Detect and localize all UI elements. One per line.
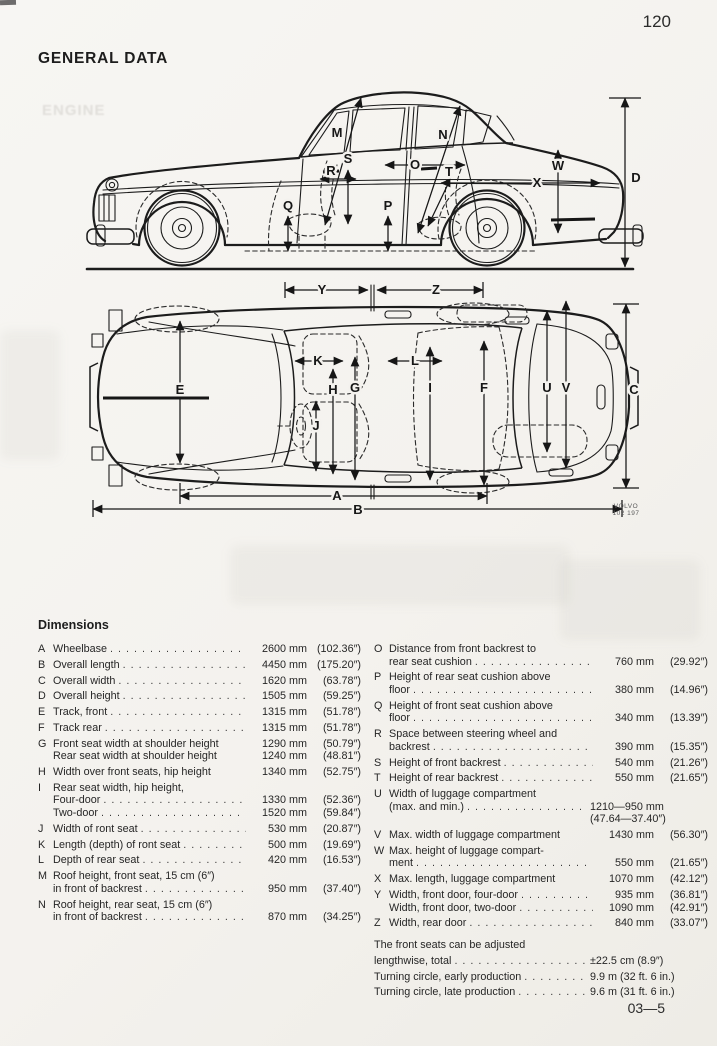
dot-leader — [501, 772, 593, 785]
value-metric: 1290 mm — [261, 737, 307, 750]
dimension-key-letter: R — [374, 728, 382, 741]
dimension-entry-line — [389, 917, 708, 930]
dimension-entry-line — [389, 700, 708, 713]
dimension-entry-line — [389, 712, 708, 725]
diagram-label-A: A — [332, 488, 342, 503]
value-metric: 2600 mm — [261, 643, 307, 655]
dot-leader — [475, 656, 593, 669]
dimension-row — [374, 917, 708, 930]
dimension-description: Overall width — [53, 674, 116, 687]
dimension-description: Track rear — [53, 721, 102, 734]
note-row — [374, 955, 708, 968]
dimension-entry-line — [389, 801, 708, 814]
dimension-description: Height of rear backrest — [389, 772, 499, 785]
dimension-key-letter: N — [38, 898, 46, 911]
diagram-label-C: C — [629, 382, 639, 397]
value-metric: 840 mm — [614, 917, 654, 930]
dimension-description: Front seat width at shoulder height — [53, 737, 219, 750]
diagram-label-K: K — [313, 353, 323, 368]
diagram-label-E: E — [175, 382, 185, 397]
dimension-entry-line — [389, 728, 708, 741]
dot-leader — [416, 857, 593, 870]
dimension-row — [374, 643, 708, 668]
value-metric: 500 mm — [267, 838, 307, 851]
dimension-entry-line — [53, 854, 361, 867]
dimension-description: Max. length, luggage compartment — [389, 873, 556, 886]
value-metric: 1505 mm — [261, 690, 307, 703]
value-metric: 935 mm — [614, 888, 654, 901]
dimension-key-letter: L — [38, 854, 45, 867]
value-inches: (42.12″) — [669, 873, 708, 886]
dimension-key-letter: C — [38, 674, 46, 687]
value-inches: (59.25″) — [322, 690, 361, 703]
dimension-description: backrest — [389, 740, 430, 753]
value-inches: (13.39″) — [669, 712, 708, 725]
figure-credit — [592, 503, 660, 517]
dimension-key-letter: Y — [374, 888, 382, 901]
dimension-description: Width of ront seat — [53, 822, 138, 835]
dimension-row — [38, 659, 361, 672]
value-metric: 1340 mm — [261, 766, 307, 779]
dimension-row — [374, 772, 708, 785]
dimension-key-letter: T — [374, 772, 381, 785]
value-metric: 1090 mm — [608, 901, 654, 914]
dimension-entry-line — [389, 813, 708, 826]
value-metric: 1430 mm — [608, 829, 654, 842]
dimension-entry-line — [389, 643, 708, 656]
diagram-label-W: W — [551, 158, 565, 173]
car-side-wheels — [145, 191, 525, 266]
value-metric: 420 mm — [267, 854, 307, 867]
dimension-description: floor — [389, 712, 411, 725]
dimension-row — [38, 722, 361, 735]
figure-credit-brand: VOLVO — [613, 503, 639, 510]
top-view-figure — [85, 277, 650, 522]
dimension-description: Width, front door, four-door — [389, 888, 519, 901]
value-metric: 390 mm — [614, 740, 654, 753]
page-title: GENERAL DATA — [38, 50, 169, 67]
dimension-row — [374, 829, 708, 842]
value-inches: (19.69″) — [322, 838, 361, 851]
dimension-description: Overall length — [53, 658, 120, 671]
value-inches: (52.75″) — [322, 766, 361, 779]
dimension-row — [374, 671, 708, 696]
value-inches: (16.53″) — [322, 854, 361, 867]
dimension-description: Turning circle, late production — [374, 986, 516, 999]
dimension-row — [374, 757, 708, 770]
dimension-entry-line — [53, 823, 361, 836]
dimension-entry-line — [53, 899, 361, 912]
value-inches: (59.84″) — [322, 807, 361, 820]
dot-leader — [123, 659, 246, 672]
diagram-label-V: V — [561, 380, 571, 395]
dot-leader — [469, 917, 593, 930]
dimension-description: Width, front door, two-door — [389, 901, 517, 914]
diagram-label-O: O — [409, 157, 421, 172]
dimension-entry-line — [53, 883, 361, 896]
dimension-key-letter: V — [374, 829, 382, 842]
dimension-row — [38, 870, 361, 895]
diagram-label-P: P — [383, 198, 393, 213]
dimension-row — [38, 782, 361, 820]
value-inches: (36.81″) — [669, 888, 708, 901]
dimension-entry-line — [53, 870, 361, 883]
dimension-entry-line — [53, 706, 361, 719]
diagram-label-Z: Z — [432, 282, 440, 297]
dot-leader — [504, 757, 593, 770]
diagram-label-H: H — [328, 382, 338, 397]
dimension-description: Roof height, front seat, 15 cm (6″) — [53, 870, 215, 883]
value-metric: 550 mm — [614, 772, 654, 785]
dimensions-column-left — [38, 643, 361, 927]
value-inches: (50.79″) — [322, 737, 361, 750]
dot-leader — [521, 889, 593, 902]
dimension-entry-line — [389, 772, 708, 785]
dimension-row — [374, 845, 708, 870]
dimension-entry-line — [53, 911, 361, 924]
dimension-description: Roof height, rear seat, 15 cm (6″) — [53, 898, 213, 911]
dimension-key-letter: B — [38, 658, 46, 671]
value-metric: 340 mm — [614, 712, 654, 725]
dot-leader — [524, 971, 585, 984]
dimension-description: lengthwise, total — [374, 954, 452, 967]
dot-leader — [413, 712, 593, 725]
dimension-entry-line — [53, 659, 361, 672]
dimension-row — [38, 854, 361, 867]
dimension-entry-line — [389, 671, 708, 684]
dot-leader — [101, 807, 246, 820]
value-metric: 540 mm — [614, 756, 654, 769]
dimension-key-letter: P — [374, 671, 382, 684]
dimension-entry-line — [389, 902, 708, 915]
dimension-row — [38, 643, 361, 656]
dimension-key-letter: X — [374, 873, 382, 886]
diagram-label-M: M — [331, 125, 343, 140]
dimension-description: Distance from front backrest to — [389, 643, 537, 655]
dimension-description: Height of front backrest — [389, 756, 501, 769]
value-inches: (15.35″) — [669, 740, 708, 753]
value-metric: 1070 mm — [608, 873, 654, 886]
dimension-key-letter: D — [38, 690, 46, 703]
dimension-key-letter: E — [38, 706, 46, 719]
dot-leader — [183, 839, 246, 852]
dimension-description: Turning circle, early production — [374, 970, 522, 983]
dimension-key-letter: A — [38, 643, 46, 655]
scan-smudge — [230, 545, 570, 605]
dimension-row — [38, 899, 361, 924]
dimension-key-letter: W — [374, 844, 385, 857]
value-metric: 550 mm — [614, 857, 654, 870]
dimension-description: Four-door — [53, 794, 101, 807]
diagram-label-X: X — [532, 175, 542, 190]
value-metric: 9.9 m (32 ft. 6 in.) — [590, 970, 675, 983]
value-inches: (52.36″) — [322, 794, 361, 807]
value-inches: (37.40″) — [322, 882, 361, 895]
dimension-row — [38, 738, 361, 763]
value-metric: 380 mm — [614, 683, 654, 696]
diagram-label-F: F — [480, 380, 488, 395]
dimension-description: Overall height — [53, 690, 120, 703]
dimension-description: in front of backrest — [53, 911, 142, 924]
dimension-row — [38, 766, 361, 779]
diagram-label-S: S — [343, 151, 353, 166]
note-row — [374, 939, 708, 952]
value-metric: ±22.5 cm (8.9″) — [590, 954, 664, 967]
dimension-description: Max. height of luggage compart- — [389, 844, 544, 857]
dimension-description: in front of backrest — [53, 882, 142, 895]
dimension-entry-line — [374, 939, 708, 952]
diagram-label-G: G — [349, 380, 361, 395]
diagram-label-Q: Q — [282, 198, 294, 213]
dimension-entry-line — [53, 643, 361, 656]
value-inches: (21.65″) — [669, 857, 708, 870]
notes-block — [374, 939, 708, 999]
value-metric: 1620 mm — [261, 674, 307, 687]
value-metric: 870 mm — [267, 911, 307, 924]
dimension-description: Rear seat width at shoulder height — [53, 750, 217, 763]
dimension-description: Length (depth) of ront seat — [53, 838, 181, 851]
dot-leader — [454, 955, 585, 968]
dimension-key-letter: M — [38, 870, 47, 883]
dimension-description: ment — [389, 857, 414, 870]
value-inches: (21.65″) — [669, 772, 708, 785]
dimension-row — [38, 706, 361, 719]
dimension-description: Depth of rear seat — [53, 854, 140, 867]
dimension-description: Space between steering wheel and — [389, 728, 558, 741]
value-metric: 1315 mm — [261, 706, 307, 719]
dimension-entry-line — [389, 741, 708, 754]
diagram-label-Y: Y — [317, 282, 327, 297]
car-side-interior-dashed — [136, 161, 537, 251]
dimension-row — [38, 823, 361, 836]
dimension-key-letter: F — [38, 721, 45, 734]
value-inches: (175.20″) — [316, 658, 361, 671]
dimension-description: Width of luggage compartment — [389, 788, 537, 801]
page-number: 120 — [642, 12, 671, 31]
scan-corner-artifact — [0, 0, 16, 5]
dimension-entry-line — [389, 757, 708, 770]
dimension-description: (max. and min.) — [389, 800, 464, 813]
value-metric: 1210—950 mm — [590, 800, 664, 813]
scan-smudge — [560, 560, 700, 640]
dimension-row — [374, 728, 708, 753]
dimension-description: Two-door — [53, 807, 99, 820]
dot-leader — [145, 883, 246, 896]
value-inches: (34.25″) — [322, 911, 361, 924]
dimension-row — [374, 873, 708, 886]
dot-leader — [433, 741, 593, 754]
dimension-key-letter: S — [374, 756, 382, 769]
value-inches: (21.26″) — [669, 756, 708, 769]
dot-leader — [413, 684, 593, 697]
value-metric: 760 mm — [614, 655, 654, 668]
value-inches: (51.78″) — [322, 721, 361, 734]
dimension-key-letter: U — [374, 788, 382, 801]
value-inches: (33.07″) — [669, 917, 708, 930]
value-inches: (102.36″) — [316, 643, 361, 655]
dimension-entry-line — [374, 986, 708, 999]
diagram-label-U: U — [542, 380, 552, 395]
dimension-entry-line — [374, 971, 708, 984]
value-inches: (48.81″) — [322, 750, 361, 763]
value-metric: (47.64—37.40″) — [590, 813, 666, 826]
dimension-entry-line — [389, 873, 708, 886]
dimension-entry-line — [389, 845, 708, 858]
dot-leader — [145, 911, 246, 924]
dimension-row — [374, 889, 708, 914]
dimension-entry-line — [53, 690, 361, 703]
dimension-entry-line — [53, 675, 361, 688]
figure-credit-number: 102 197 — [612, 510, 640, 517]
dimensions-column-right — [374, 643, 708, 1002]
diagram-label-L: L — [411, 353, 419, 368]
dimension-entry-line — [374, 955, 708, 968]
dimension-key-letter: J — [38, 822, 44, 835]
dimension-key-letter: I — [38, 781, 41, 794]
dimension-description: floor — [389, 683, 411, 696]
dimension-entry-line — [53, 794, 361, 807]
diagram-label-I: I — [428, 380, 432, 395]
dot-leader — [467, 801, 585, 814]
dimension-key-letter: Q — [374, 699, 383, 712]
value-metric: 1520 mm — [261, 807, 307, 820]
dimension-description: Height of front seat cushion above — [389, 699, 553, 712]
diagram-label-N: N — [438, 127, 448, 142]
dimension-entry-line — [389, 684, 708, 697]
dimension-entry-line — [53, 738, 361, 751]
dot-leader — [110, 643, 246, 656]
dimension-description: rear seat cushion — [389, 655, 472, 668]
dimension-entry-line — [53, 807, 361, 820]
value-metric: 530 mm — [267, 822, 307, 835]
value-metric: 950 mm — [267, 882, 307, 895]
dot-leader — [142, 854, 246, 867]
dimension-entry-line — [53, 839, 361, 852]
value-metric: 1330 mm — [261, 794, 307, 807]
dimension-entry-line — [389, 788, 708, 801]
note-row — [374, 986, 708, 999]
value-inches: (63.78″) — [322, 674, 361, 687]
dot-leader — [123, 690, 246, 703]
value-metric: 4450 mm — [261, 658, 307, 671]
value-metric: 1315 mm — [261, 721, 307, 734]
dimension-row — [38, 839, 361, 852]
dimension-row — [374, 788, 708, 826]
bleed-through-text: ENGINE — [42, 102, 106, 119]
dimension-row — [38, 675, 361, 688]
dot-leader — [105, 722, 246, 735]
side-view-diagram — [85, 85, 650, 280]
dimension-description: Track, front — [53, 706, 108, 719]
dimension-row — [38, 690, 361, 703]
dimension-entry-line — [389, 889, 708, 902]
page-footer: 03—5 — [627, 1000, 665, 1016]
diagram-label-R: R — [326, 163, 336, 178]
value-inches: (20.87″) — [322, 822, 361, 835]
dimension-key-letter: Z — [374, 917, 381, 930]
note-row — [374, 971, 708, 984]
dimension-description: The front seats can be adjusted — [374, 938, 526, 951]
dimension-entry-line — [389, 857, 708, 870]
dimension-entry-line — [389, 829, 708, 842]
dot-leader — [110, 706, 246, 719]
diagram-label-T: T — [445, 164, 453, 179]
dimension-description: Max. width of luggage compartment — [389, 829, 561, 842]
value-inches: (29.92″) — [669, 655, 708, 668]
dimension-description: Height of rear seat cushion above — [389, 671, 551, 684]
dimension-row — [374, 700, 708, 725]
top-view-diagram — [85, 277, 650, 522]
scan-smudge — [0, 330, 60, 460]
dimension-description: Width over front seats, hip height — [53, 766, 211, 779]
value-inches: (56.30″) — [669, 829, 708, 842]
dimension-description: Rear seat width, hip height, — [53, 781, 184, 794]
dimension-entry-line — [53, 750, 361, 763]
car-side-outline — [87, 92, 643, 269]
value-inches: (14.96″) — [669, 683, 708, 696]
diagram-label-D: D — [631, 170, 641, 185]
dimension-entry-line — [389, 656, 708, 669]
side-view-figure — [85, 85, 650, 280]
dimension-entry-line — [53, 766, 361, 779]
diagram-label-B: B — [353, 502, 363, 517]
dot-leader — [118, 675, 246, 688]
dimensions-heading: Dimensions — [38, 618, 109, 632]
value-inches: (51.78″) — [322, 706, 361, 719]
car-top-outline — [90, 285, 638, 499]
dimension-key-letter: K — [38, 838, 46, 851]
dot-leader — [141, 823, 246, 836]
dimension-entry-line — [53, 722, 361, 735]
dimension-description: Width, rear door — [389, 917, 467, 930]
dot-leader — [519, 902, 593, 915]
dimension-key-letter: O — [374, 643, 383, 655]
value-inches: (42.91″) — [669, 901, 708, 914]
value-metric: 1240 mm — [261, 750, 307, 763]
dimension-entry-line — [53, 782, 361, 795]
dimension-description: Wheelbase — [53, 643, 108, 655]
dimension-key-letter: G — [38, 737, 47, 750]
diagram-label-J: J — [312, 418, 320, 433]
dimension-key-letter: H — [38, 766, 46, 779]
value-metric: 9.6 m (31 ft. 6 in.) — [590, 986, 675, 999]
dot-leader — [518, 986, 585, 999]
dot-leader — [103, 794, 246, 807]
